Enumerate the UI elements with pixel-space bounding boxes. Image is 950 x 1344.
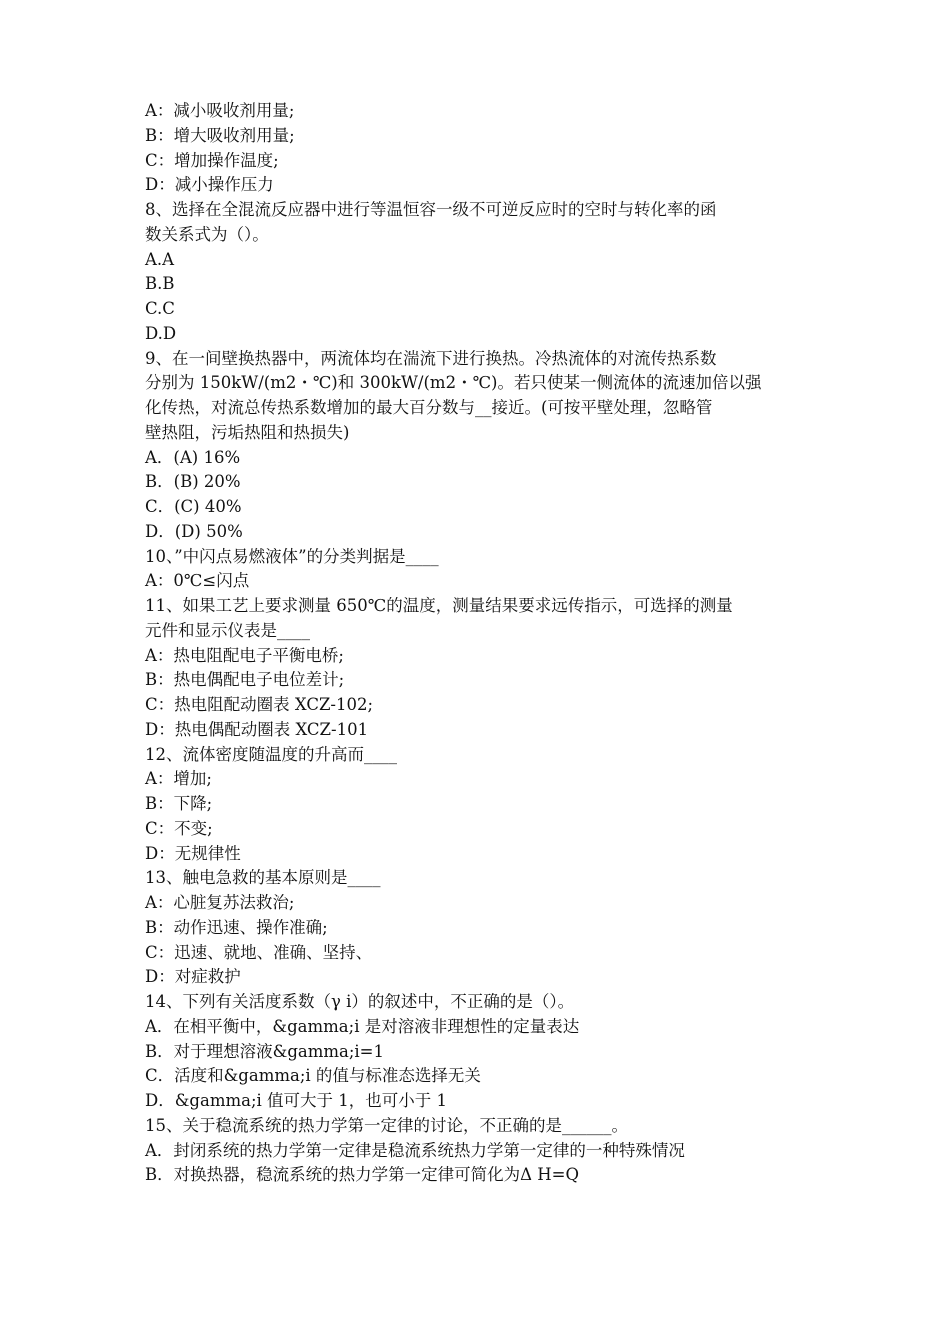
option-line: A：增加; <box>145 769 212 789</box>
question-11-line: 11、如果工艺上要求测量 650℃的温度，测量结果要求远传指示，可选择的测量 <box>145 596 733 615</box>
option-line: B．对换热器，稳流系统的热力学第一定律可简化为Δ H=Q <box>145 1165 580 1185</box>
option-line: B.B <box>145 274 175 294</box>
option-line: D．&gamma;i 值可大于 1，也可小于 1 <box>145 1091 448 1110</box>
question-9-line: 壁热阻，污垢热阻和热损失) <box>145 422 350 442</box>
option-line: C：迅速、就地、准确、坚持、 <box>145 942 373 962</box>
option-line: D．(D) 50% <box>145 521 243 541</box>
question-14-line: 14、下列有关活度系数（γ i）的叙述中，不正确的是（）。 <box>145 992 575 1011</box>
option-line: D：对症救护 <box>145 967 241 987</box>
option-line: D.D <box>145 323 177 343</box>
option-line: B．对于理想溶液&gamma;i=1 <box>145 1041 385 1061</box>
option-line: B．(B) 20% <box>145 472 241 492</box>
question-8-line: 8、选择在全混流反应器中进行等温恒容一级不可逆反应时的空时与转化率的函 <box>145 200 717 219</box>
option-line: D：无规律性 <box>145 843 241 863</box>
option-line: D：热电偶配动圈表 XCZ-101 <box>145 719 369 739</box>
option-line: A：心脏复苏法救治; <box>145 893 295 912</box>
option-line: A．(A) 16% <box>145 447 241 467</box>
question-9-line: 9、在一间壁换热器中，两流体均在湍流下进行换热。冷热流体的对流传热系数 <box>145 348 717 368</box>
option-line: C：不变; <box>145 818 213 838</box>
option-line: C．(C) 40% <box>145 497 242 516</box>
option-line: A．在相平衡中，&gamma;i 是对溶液非理想性的定量表达 <box>145 1016 580 1036</box>
question-12-line: 12、流体密度随温度的升高而____ <box>145 744 397 764</box>
question-15-line: 15、关于稳流系统的热力学第一定律的讨论，不正确的是______。 <box>145 1115 628 1135</box>
option-line: C：增加操作温度; <box>145 150 279 170</box>
option-line: A：0℃≤闪点 <box>145 571 250 591</box>
document-body <box>145 99 809 1188</box>
option-line: A：热电阻配电子平衡电桥; <box>145 645 344 665</box>
option-line: A．封闭系统的热力学第一定律是稳流系统热力学第一定律的一种特殊情况 <box>145 1140 685 1160</box>
question-11-line: 元件和显示仪表是____ <box>145 620 310 640</box>
question-8-line: 数关系式为（）。 <box>145 224 269 244</box>
question-9-line: 分别为 150kW/(m2・℃)和 300kW/(m2・℃)。若只使某一侧流体的流速加倍以强 <box>145 373 762 393</box>
option-line: C：热电阻配动圈表 XCZ-102; <box>145 695 374 714</box>
option-line: B：动作迅速、操作准确; <box>145 917 328 937</box>
option-line: A.A <box>145 249 175 269</box>
option-line: B：热电偶配电子电位差计; <box>145 670 345 690</box>
option-line: B：增大吸收剂用量; <box>145 125 295 145</box>
question-9-line: 化传热，对流总传热系数增加的最大百分数与__接近。(可按平壁处理，忽略管 <box>145 398 713 417</box>
option-line: B：下降; <box>145 794 213 813</box>
question-13-line: 13、触电急救的基本原则是____ <box>145 868 381 888</box>
option-line: C.C <box>145 299 175 318</box>
question-10-line: 10、”中闪点易燃液体”的分类判据是____ <box>145 546 439 566</box>
option-line: D：减小操作压力 <box>145 175 274 195</box>
option-line: C．活度和&gamma;i 的值与标准态选择无关 <box>145 1066 481 1086</box>
option-line: A：减小吸收剂用量; <box>145 101 295 120</box>
